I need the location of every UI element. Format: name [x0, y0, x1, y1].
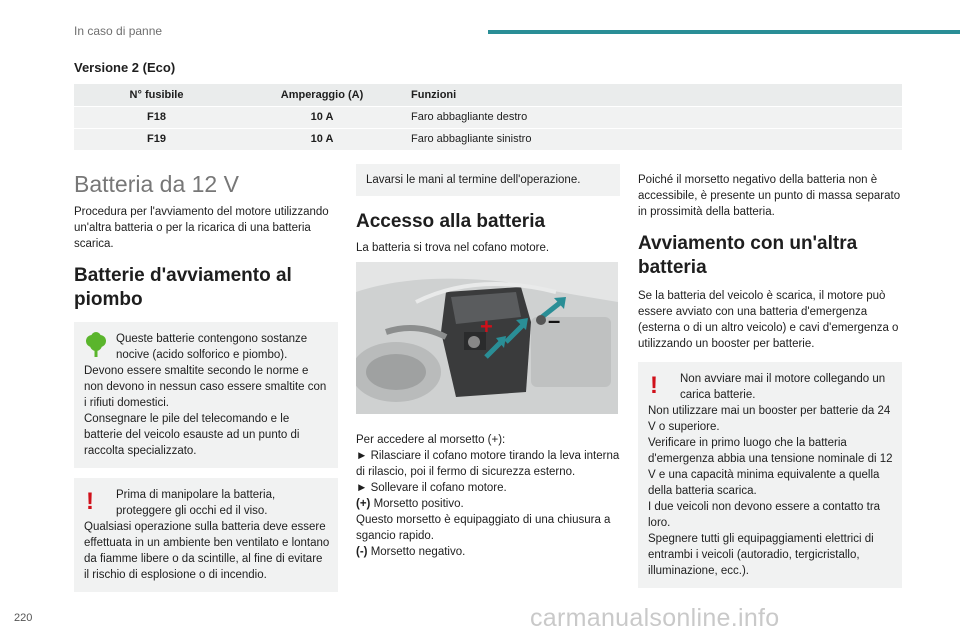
column-3: [638, 172, 902, 588]
warning-box: [74, 478, 338, 592]
negative-terminal-desc: (-) Morsetto negativo.: [356, 546, 466, 558]
column-2: [356, 164, 620, 256]
running-header: In caso di panne: [74, 24, 163, 38]
column-header: Amperaggio (A): [239, 84, 405, 106]
jump-start-title: Avviamento con un'altra batteria: [638, 233, 858, 278]
negative-label: (-): [356, 546, 368, 558]
ground-point-note: Poiché il morsetto negativo della batteria non è accessibile, è presente un punto di massa separato in prossimità della batteria.: [638, 174, 901, 218]
table-cell: F19: [74, 128, 239, 150]
step-release-hood: ► Rilasciare il cofano motore tirando la leva interna di rilascio, poi il fermo di sicurezza esterno.: [356, 450, 620, 478]
step-raise-hood: ► Sollevare il cofano motore.: [356, 482, 507, 494]
warning-first: Prima di manipolare la batteria, proteggere gli occhi ed il viso.: [116, 489, 276, 517]
positive-terminal-marker: +: [480, 314, 493, 339]
negative-terminal-marker: –: [548, 308, 561, 333]
battery-intro: Procedura per l'avviamento del motore utilizzando un'altra batteria o per la ricarica di una batteria scarica.: [74, 206, 329, 250]
column-2-steps: [356, 432, 620, 560]
warning-line: Non utilizzare mai un booster per batterie da 24 V o superiore.: [648, 405, 891, 433]
table-cell: F18: [74, 106, 239, 128]
header-accent-bar: [488, 30, 960, 34]
table-cell: Faro abbagliante sinistro: [405, 128, 902, 150]
eco-note-line: Devono essere smaltite secondo le norme e non devono in nessun caso essere smaltite con i rifiuti domestici.: [84, 365, 327, 409]
engine-bay-photo: [356, 262, 618, 414]
column-1: [74, 170, 338, 592]
warning-first: Non avviare mai il motore collegando un carica batterie.: [680, 373, 886, 401]
lead-acid-title: Batterie d'avviamento al piombo: [74, 265, 292, 310]
table-cell: Faro abbagliante destro: [405, 106, 902, 128]
wash-hands-note: Lavarsi le mani al termine dell'operazione.: [356, 164, 620, 196]
warning-icon: !: [86, 488, 94, 515]
eco-note-box: [74, 322, 338, 468]
table-row: [74, 128, 902, 150]
positive-label: (+): [356, 498, 371, 510]
column-header: N° fusibile: [74, 84, 239, 106]
positive-terminal-detail: Questo morsetto è equipaggiato di una chiusura a sgancio rapido.: [356, 514, 611, 542]
battery-location: La batteria si trova nel cofano motore.: [356, 242, 550, 254]
eco-note-first: Queste batterie contengono sostanze nocive (acido solforico e piombo).: [116, 333, 308, 361]
warning-line: Spegnere tutti gli equipaggiamenti elettrici di entrambi i veicoli (autoradio, tergicristallo, illuminazione, ecc.).: [648, 533, 874, 577]
warning-line: Verificare in primo luogo che la batteria d'emergenza abbia una tensione nominale di 12 V e una capacità minima equivalente a quella della batteria scarica.: [648, 437, 893, 497]
jump-start-desc: Se la batteria del veicolo è scarica, il motore può essere avviato con una batteria d'emergenza (esterna o di un altro veicolo) e cavi d'emergenza o utilizzando un booster per batterie.: [638, 290, 899, 350]
fuse-table-title: Versione 2 (Eco): [74, 60, 176, 75]
table-header-row: [74, 84, 902, 106]
steps-intro: Per accedere al morsetto (+):: [356, 434, 506, 446]
table-row: [74, 106, 902, 128]
page-number: 220: [14, 612, 33, 624]
watermark: carmanualsonline.info: [530, 604, 780, 632]
section-title-battery: Batteria da 12 V: [74, 171, 239, 197]
positive-terminal-desc: (+) Morsetto positivo.: [356, 498, 464, 510]
warning-icon: !: [650, 372, 658, 399]
battery-access-title: Accesso alla batteria: [356, 211, 546, 232]
jump-start-warning-box: [638, 362, 902, 588]
table-cell: 10 A: [239, 106, 405, 128]
warning-line: I due veicoli non devono essere a contatto tra loro.: [648, 501, 881, 529]
fuse-table: [74, 84, 902, 151]
eco-note-line: Consegnare le pile del telecomando e le batterie del veicolo esauste ad un punto di raccolta specializzato.: [84, 413, 300, 457]
table-cell: 10 A: [239, 128, 405, 150]
leaf-icon: [84, 332, 108, 358]
warning-line: Qualsiasi operazione sulla batteria deve essere effettuata in un ambiente ben ventilato e lontano da fiamme libere o da scintille, al fine di evitare il rischio di esplosione o di incendio.: [84, 521, 330, 581]
column-header: Funzioni: [405, 84, 902, 106]
